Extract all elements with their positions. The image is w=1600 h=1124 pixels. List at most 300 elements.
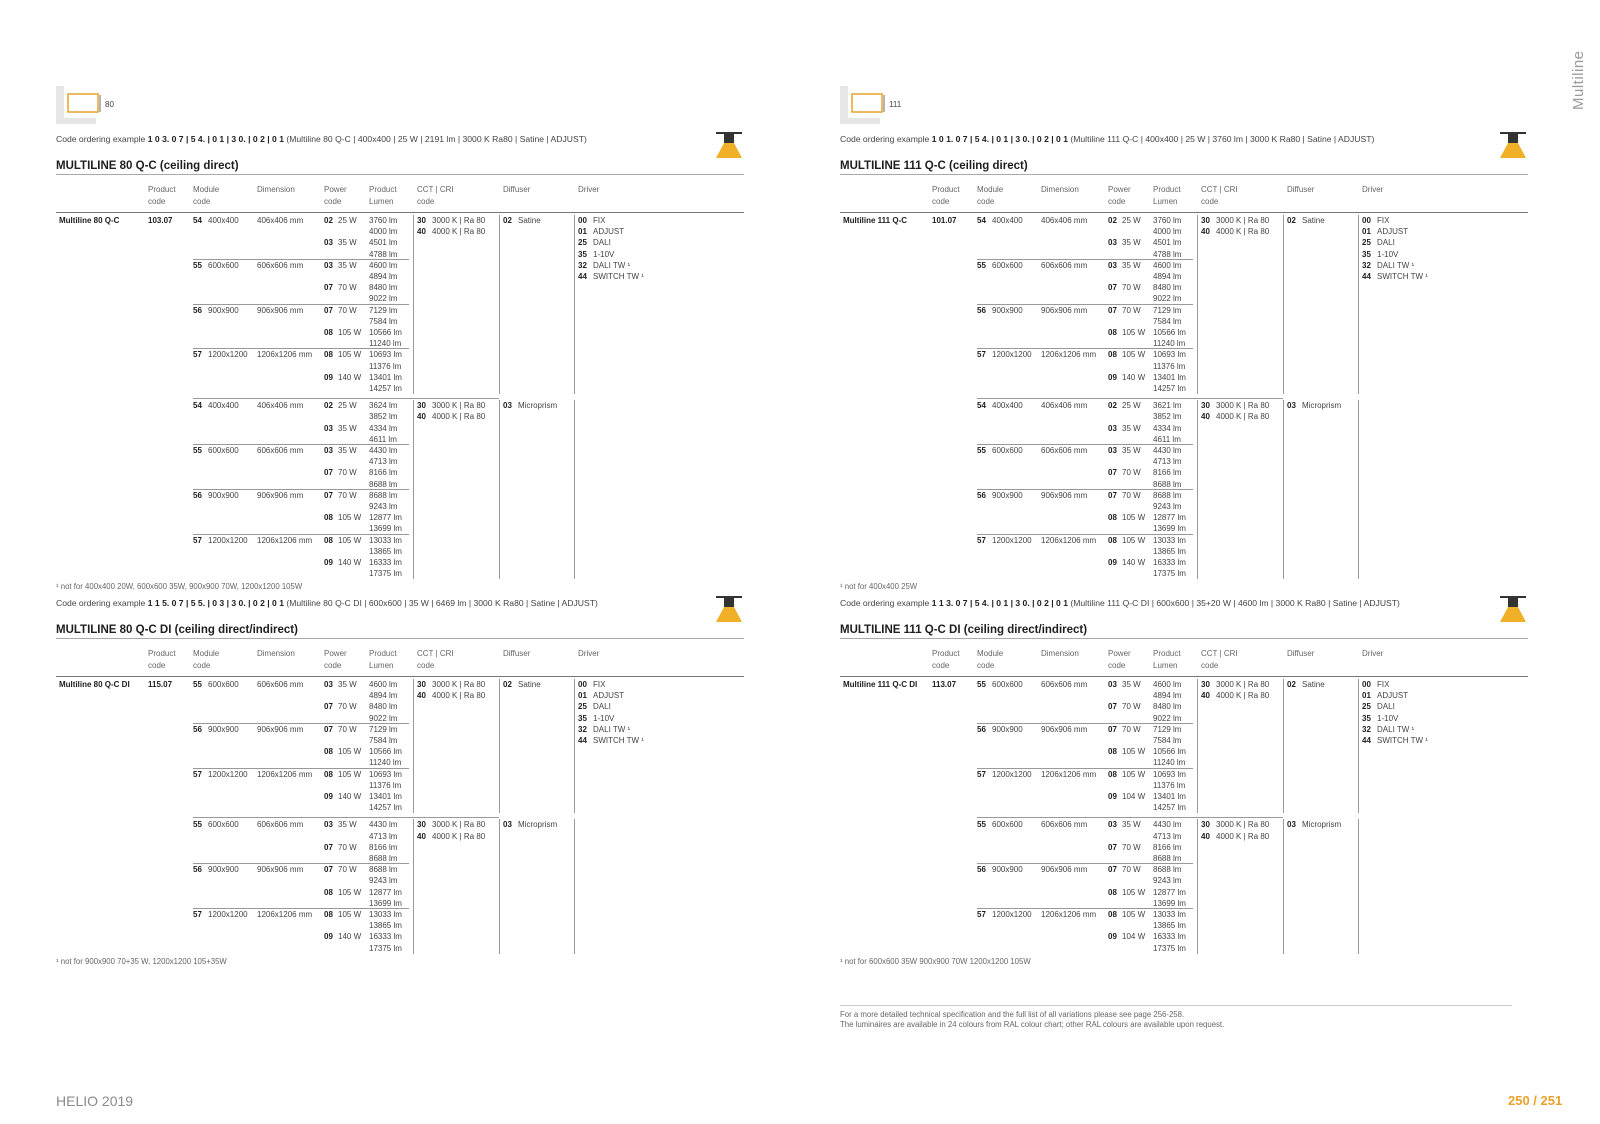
- power-code: 03: [324, 238, 333, 248]
- module-code: 54: [193, 216, 202, 225]
- cct-code: 40: [417, 831, 426, 841]
- power-code: 08: [1108, 535, 1117, 545]
- cct-code: 40: [417, 227, 426, 237]
- driver-column-line: [1358, 819, 1359, 953]
- module-dimension: 406x406 mm: [257, 401, 304, 411]
- power-code: 07: [324, 842, 333, 852]
- lumen-value: 14257 lm: [369, 803, 402, 813]
- power-watts: 140 W: [1122, 372, 1146, 382]
- driver-column-line: [574, 215, 575, 394]
- lumen-value: 4000 lm: [369, 227, 398, 237]
- diffuser-code: 02: [503, 680, 512, 689]
- module-code: 55: [977, 820, 986, 830]
- cct-column-line: [1197, 679, 1198, 813]
- driver-code: 25: [1362, 702, 1371, 712]
- cct-value: 3000 K | Ra 80: [1216, 401, 1270, 411]
- driver-code: 32: [578, 260, 587, 270]
- module-size: 900x900: [208, 865, 239, 875]
- module-dimension: 906x906 mm: [1041, 724, 1088, 734]
- lumen-value: 4713 lm: [1153, 831, 1182, 841]
- group-separator: [977, 398, 1283, 399]
- driver-name: DALI TW ¹: [1377, 260, 1415, 270]
- section-title: MULTILINE 111 Q-C (ceiling direct): [840, 160, 1528, 175]
- module-dimension: 606x606 mm: [257, 260, 304, 270]
- lumen-value: 13401 lm: [369, 372, 402, 382]
- module-size: 1200x1200: [992, 350, 1032, 360]
- module-dimension: 1206x1206 mm: [257, 769, 313, 779]
- power-watts: 104 W: [1122, 932, 1146, 942]
- diffuser-name: Satine: [518, 680, 541, 689]
- module-size: 900x900: [208, 490, 239, 500]
- power-code: 08: [324, 910, 333, 919]
- header-divider: [56, 676, 744, 677]
- lumen-value: 8480 lm: [369, 283, 398, 293]
- module-code: 54: [977, 216, 986, 225]
- lumen-value: 7129 lm: [1153, 724, 1182, 734]
- module-dimension: 606x606 mm: [257, 820, 304, 830]
- power-code: 08: [324, 747, 333, 757]
- driver-code: 00: [1362, 216, 1371, 225]
- module-dimension: 606x606 mm: [1041, 260, 1088, 270]
- cct-code: 30: [1201, 820, 1210, 830]
- driver-column-line: [574, 679, 575, 813]
- bottom-note-2: The luminaires are available in 24 colours from RAL colour chart; other RAL colours are available upon request.: [840, 1020, 1225, 1029]
- lumen-value: 4501 lm: [369, 238, 398, 248]
- lumen-value: 8480 lm: [369, 702, 398, 712]
- module-code: 56: [193, 490, 202, 500]
- lumen-value: 8688 lm: [1153, 865, 1182, 875]
- lumen-value: 4894 lm: [1153, 272, 1182, 281]
- power-code: 08: [1108, 747, 1117, 757]
- lumen-value: 16333 lm: [369, 558, 402, 567]
- diffuser-name: Satine: [1302, 680, 1325, 689]
- lumen-value: 10566 lm: [369, 747, 402, 757]
- lumen-value: 9243 lm: [369, 876, 398, 886]
- module-dimension: 406x406 mm: [257, 216, 304, 225]
- module-code: 57: [977, 350, 986, 360]
- power-watts: 35 W: [1122, 446, 1141, 455]
- driver-code: 00: [578, 680, 587, 689]
- module-code: 56: [193, 865, 202, 875]
- driver-code: 44: [1362, 272, 1371, 281]
- cct-value: 3000 K | Ra 80: [1216, 820, 1270, 830]
- lumen-value: 8166 lm: [1153, 468, 1182, 478]
- cct-value: 4000 K | Ra 80: [432, 691, 486, 701]
- cct-code: 40: [1201, 831, 1210, 841]
- ordering-prefix: Code ordering example: [56, 598, 146, 608]
- driver-code: 35: [578, 249, 587, 259]
- power-code: 07: [324, 702, 333, 712]
- power-watts: 70 W: [338, 305, 357, 315]
- ordering-description: (Multiline 80 Q-C | 400x400 | 25 W | 2191 lm | 3000 K Ra80 | Satine | ADJUST): [286, 134, 587, 144]
- module-code: 54: [977, 401, 986, 411]
- column-header: CCT | CRI code: [417, 185, 454, 206]
- ordering-code: 1 0 3. 0 7 | 5 4. | 0 1 | 3 0. | 0 2 | 0 1: [147, 134, 284, 144]
- power-code: 07: [1108, 490, 1117, 500]
- module-size: 900x900: [992, 865, 1023, 875]
- module-code: 57: [977, 910, 986, 919]
- driver-name: ADJUST: [593, 691, 625, 701]
- cct-column-line: [413, 819, 414, 953]
- module-dimension: 606x606 mm: [257, 446, 304, 455]
- module-dimension: 1206x1206 mm: [1041, 535, 1097, 545]
- column-header: Product code: [148, 185, 176, 206]
- module-code: 55: [193, 820, 202, 830]
- driver-code: 44: [578, 272, 587, 281]
- product-name: Multiline 80 Q-C DI: [59, 680, 130, 689]
- module-size: 1200x1200: [208, 350, 248, 360]
- lumen-value: 9022 lm: [369, 713, 398, 723]
- column-header: Diffuser: [1287, 649, 1315, 658]
- diffuser-name: Microprism: [518, 820, 558, 830]
- driver-name: FIX: [1377, 216, 1390, 225]
- module-dimension: 1206x1206 mm: [1041, 910, 1097, 919]
- header-divider: [840, 212, 1528, 213]
- driver-name: 1-10V: [593, 249, 615, 259]
- module-dimension: 1206x1206 mm: [257, 350, 313, 360]
- cct-value: 4000 K | Ra 80: [432, 227, 486, 237]
- driver-column-line: [1358, 400, 1359, 579]
- power-watts: 140 W: [1122, 558, 1146, 567]
- group-separator: [193, 817, 499, 818]
- power-code: 07: [324, 490, 333, 500]
- power-watts: 35 W: [338, 680, 357, 689]
- lumen-value: 7584 lm: [1153, 316, 1182, 326]
- driver-code: 01: [1362, 227, 1371, 237]
- driver-name: FIX: [593, 216, 606, 225]
- module-code: 57: [193, 350, 202, 360]
- driver-code: 00: [578, 216, 587, 225]
- lumen-value: 3760 lm: [369, 216, 398, 225]
- lumen-value: 4894 lm: [369, 691, 398, 701]
- module-code: 54: [193, 401, 202, 411]
- module-size: 600x600: [992, 820, 1023, 830]
- module-size: 600x600: [992, 260, 1023, 270]
- lumen-value: 3852 lm: [1153, 412, 1182, 422]
- module-code: 55: [977, 260, 986, 270]
- product-code: 113.07: [932, 680, 957, 689]
- power-code: 09: [1108, 372, 1117, 382]
- lumen-value: 17375 lm: [1153, 943, 1186, 953]
- module-size: 900x900: [208, 305, 239, 315]
- lumen-value: 9022 lm: [369, 294, 398, 304]
- power-code: 03: [1108, 680, 1117, 689]
- ceiling-lamp-icon: [1498, 594, 1528, 628]
- column-header: Driver: [1362, 185, 1384, 194]
- lumen-value: 8480 lm: [1153, 702, 1182, 712]
- lumen-value: 4788 lm: [369, 249, 398, 259]
- lumen-value: 14257 lm: [1153, 803, 1186, 813]
- lumen-value: 13865 lm: [369, 546, 402, 556]
- diffuser-name: Satine: [1302, 216, 1325, 225]
- diffuser-column-line: [499, 819, 500, 953]
- driver-code: 01: [578, 691, 587, 701]
- driver-code: 25: [578, 238, 587, 248]
- driver-name: FIX: [1377, 680, 1390, 689]
- power-watts: 70 W: [1122, 468, 1141, 478]
- power-code: 02: [324, 216, 333, 225]
- group-separator: [977, 817, 1283, 818]
- lumen-value: 11240 lm: [1153, 758, 1186, 768]
- footer-catalog-title: HELIO 2019: [56, 1093, 134, 1109]
- column-header: Product Lumen: [369, 185, 397, 206]
- power-code: 08: [324, 887, 333, 897]
- diffuser-code: 03: [1287, 401, 1296, 411]
- bottom-notes: [840, 1010, 1224, 1030]
- diffuser-name: Microprism: [518, 401, 558, 411]
- bottom-divider: [840, 1005, 1512, 1006]
- power-code: 09: [324, 558, 333, 567]
- lumen-value: 7584 lm: [369, 316, 398, 326]
- module-size: 600x600: [208, 446, 239, 455]
- diffuser-code: 03: [1287, 820, 1296, 830]
- driver-name: ADJUST: [593, 227, 625, 237]
- lumen-value: 4788 lm: [1153, 249, 1182, 259]
- section-title: MULTILINE 80 Q-C DI (ceiling direct/indirect): [56, 624, 744, 639]
- cct-column-line: [1197, 215, 1198, 394]
- module-code: 56: [977, 865, 986, 875]
- cct-column-line: [413, 215, 414, 394]
- lumen-value: 3760 lm: [1153, 216, 1182, 225]
- power-watts: 35 W: [338, 260, 357, 270]
- diffuser-column-line: [499, 400, 500, 579]
- lumen-value: 4600 lm: [369, 680, 398, 689]
- lumen-value: 10566 lm: [1153, 328, 1186, 337]
- power-code: 09: [1108, 792, 1117, 801]
- lumen-value: 8688 lm: [1153, 854, 1182, 863]
- module-code: 56: [977, 305, 986, 315]
- driver-column-line: [1358, 215, 1359, 394]
- driver-code: 25: [1362, 238, 1371, 248]
- header-divider: [840, 676, 1528, 677]
- power-code: 07: [1108, 842, 1117, 852]
- footnote: ¹ not for 400x400 25W: [840, 582, 918, 592]
- power-code: 08: [1108, 513, 1117, 523]
- power-watts: 70 W: [1122, 305, 1141, 315]
- power-code: 07: [324, 283, 333, 293]
- column-header: Product code: [932, 649, 960, 670]
- column-header: Module code: [977, 185, 1004, 206]
- cct-code: 30: [417, 680, 426, 689]
- power-code: 09: [1108, 932, 1117, 942]
- column-header: Module code: [193, 185, 220, 206]
- profile-section-icon: [840, 86, 884, 126]
- power-watts: 70 W: [1122, 724, 1141, 734]
- group-separator: [193, 398, 499, 399]
- power-code: 08: [1108, 350, 1117, 360]
- module-size: 400x400: [208, 401, 239, 411]
- lumen-value: 8166 lm: [1153, 842, 1182, 852]
- lumen-value: 12877 lm: [1153, 513, 1186, 523]
- lumen-value: 17375 lm: [369, 569, 402, 579]
- module-dimension: 1206x1206 mm: [1041, 350, 1097, 360]
- lumen-value: 11240 lm: [1153, 339, 1186, 349]
- power-watts: 105 W: [1122, 769, 1146, 779]
- ordering-description: (Multiline 111 Q-C DI | 600x600 | 35+20 W | 4600 lm | 3000 K Ra80 | Satine | ADJUST): [1070, 598, 1400, 608]
- power-code: 07: [1108, 305, 1117, 315]
- column-header: Driver: [1362, 649, 1384, 658]
- lumen-value: 4600 lm: [1153, 680, 1182, 689]
- module-code: 56: [193, 724, 202, 734]
- power-watts: 105 W: [338, 910, 362, 919]
- driver-name: SWITCH TW ¹: [1377, 272, 1428, 281]
- lumen-value: 4894 lm: [1153, 691, 1182, 701]
- power-watts: 105 W: [1122, 513, 1146, 523]
- power-watts: 105 W: [338, 535, 362, 545]
- column-header: Product Lumen: [1153, 185, 1181, 206]
- driver-column-line: [1358, 679, 1359, 813]
- cct-code: 40: [417, 412, 426, 422]
- column-header: Dimension: [257, 185, 295, 194]
- lumen-value: 13401 lm: [1153, 372, 1186, 382]
- cct-value: 4000 K | Ra 80: [1216, 412, 1270, 422]
- ceiling-lamp-icon: [1498, 130, 1528, 164]
- lumen-value: 12877 lm: [369, 513, 402, 523]
- lumen-value: 13033 lm: [1153, 910, 1186, 919]
- bottom-note-1: For a more detailed technical specification and the full list of all variations please see page 256-258.: [840, 1010, 1185, 1019]
- module-size: 900x900: [992, 724, 1023, 734]
- driver-code: 00: [1362, 680, 1371, 689]
- module-size: 1200x1200: [208, 910, 248, 919]
- power-watts: 70 W: [1122, 490, 1141, 500]
- driver-code: 01: [578, 227, 587, 237]
- lumen-value: 4600 lm: [1153, 260, 1182, 270]
- profile-section-icon: [56, 86, 100, 126]
- lumen-value: 12877 lm: [1153, 887, 1186, 897]
- lumen-value: 8688 lm: [1153, 490, 1182, 500]
- power-code: 08: [1108, 328, 1117, 337]
- column-header: Module code: [193, 649, 220, 670]
- power-watts: 35 W: [1122, 423, 1141, 433]
- footnote: ¹ not for 400x400 20W, 600x600 35W, 900x900 70W, 1200x1200 105W: [56, 582, 303, 592]
- lumen-value: 13033 lm: [369, 910, 402, 919]
- lumen-value: 11376 lm: [1153, 361, 1186, 371]
- lumen-value: 7584 lm: [369, 736, 398, 745]
- cct-column-line: [413, 679, 414, 813]
- driver-code: 35: [578, 713, 587, 723]
- power-watts: 105 W: [338, 350, 362, 360]
- lumen-value: 12877 lm: [369, 887, 402, 897]
- power-code: 07: [1108, 865, 1117, 875]
- power-watts: 25 W: [338, 216, 357, 225]
- footnote: ¹ not for 600x600 35W 900x900 70W 1200x1200 105W: [840, 956, 1031, 966]
- column-header: Diffuser: [503, 649, 531, 658]
- power-code: 09: [324, 932, 333, 942]
- driver-name: DALI TW ¹: [593, 260, 631, 270]
- power-watts: 140 W: [338, 932, 362, 942]
- module-size: 1200x1200: [992, 769, 1032, 779]
- cct-value: 3000 K | Ra 80: [432, 820, 486, 830]
- lumen-value: 7129 lm: [1153, 305, 1182, 315]
- power-code: 08: [1108, 910, 1117, 919]
- module-size: 400x400: [992, 216, 1023, 225]
- module-size: 600x600: [992, 446, 1023, 455]
- column-header: CCT | CRI code: [1201, 185, 1238, 206]
- power-watts: 105 W: [1122, 910, 1146, 919]
- lumen-value: 13699 lm: [1153, 524, 1186, 534]
- power-code: 09: [1108, 558, 1117, 567]
- module-code: 56: [193, 305, 202, 315]
- module-code: 57: [193, 910, 202, 919]
- diffuser-column-line: [499, 215, 500, 394]
- cct-value: 3000 K | Ra 80: [1216, 680, 1270, 689]
- power-code: 03: [1108, 238, 1117, 248]
- side-title: Multiline: [1570, 50, 1587, 110]
- lumen-value: 13033 lm: [1153, 535, 1186, 545]
- cct-code: 30: [417, 216, 426, 225]
- module-dimension: 606x606 mm: [1041, 680, 1088, 689]
- power-watts: 35 W: [338, 820, 357, 830]
- power-code: 03: [324, 260, 333, 270]
- lumen-value: 4713 lm: [369, 457, 398, 467]
- lumen-value: 7584 lm: [1153, 736, 1182, 745]
- power-watts: 70 W: [338, 468, 357, 478]
- module-dimension: 1206x1206 mm: [1041, 769, 1097, 779]
- driver-name: SWITCH TW ¹: [593, 736, 644, 745]
- power-watts: 35 W: [1122, 820, 1141, 830]
- module-code: 56: [977, 490, 986, 500]
- lumen-value: 8688 lm: [369, 490, 398, 500]
- lumen-value: 8688 lm: [369, 865, 398, 875]
- module-dimension: 1206x1206 mm: [257, 910, 313, 919]
- driver-code: 35: [1362, 249, 1371, 259]
- power-watts: 140 W: [338, 558, 362, 567]
- power-watts: 70 W: [338, 702, 357, 712]
- power-watts: 104 W: [1122, 792, 1146, 801]
- ordering-code: 1 1 5. 0 7 | 5 5. | 0 3 | 3 0. | 0 2 | 0 1: [147, 598, 284, 608]
- driver-code: 01: [1362, 691, 1371, 701]
- lumen-value: 13865 lm: [369, 921, 402, 931]
- module-dimension: 906x906 mm: [257, 724, 304, 734]
- driver-name: ADJUST: [1377, 227, 1409, 237]
- cct-code: 30: [1201, 401, 1210, 411]
- lumen-value: 11376 lm: [1153, 780, 1186, 790]
- footer-page-numbers: 250 / 251: [1508, 1093, 1563, 1108]
- code-ordering-example: [840, 134, 1374, 144]
- power-code: 03: [324, 423, 333, 433]
- power-watts: 105 W: [338, 769, 362, 779]
- module-code: 57: [193, 769, 202, 779]
- cct-column-line: [413, 400, 414, 579]
- product-name: Multiline 111 Q-C DI: [843, 680, 918, 689]
- lumen-value: 8166 lm: [369, 468, 398, 478]
- module-size: 600x600: [208, 260, 239, 270]
- lumen-value: 14257 lm: [1153, 384, 1186, 393]
- module-size: 600x600: [208, 820, 239, 830]
- cct-value: 3000 K | Ra 80: [432, 216, 486, 225]
- lumen-value: 9243 lm: [1153, 502, 1182, 511]
- cct-value: 4000 K | Ra 80: [1216, 691, 1270, 701]
- module-dimension: 906x906 mm: [1041, 865, 1088, 875]
- lumen-value: 10566 lm: [1153, 747, 1186, 757]
- lumen-value: 16333 lm: [369, 932, 402, 942]
- ordering-prefix: Code ordering example: [56, 134, 146, 144]
- header-divider: [56, 212, 744, 213]
- driver-name: DALI: [593, 238, 611, 248]
- diffuser-code: 02: [503, 216, 512, 225]
- module-code: 56: [977, 724, 986, 734]
- power-watts: 70 W: [338, 490, 357, 500]
- product-code: 103.07: [148, 216, 173, 225]
- cct-code: 40: [1201, 227, 1210, 237]
- cct-value: 3000 K | Ra 80: [1216, 216, 1270, 225]
- lumen-value: 13401 lm: [1153, 792, 1186, 801]
- module-size: 600x600: [992, 680, 1023, 689]
- lumen-value: 10693 lm: [369, 350, 402, 360]
- power-code: 09: [324, 372, 333, 382]
- power-code: 08: [324, 513, 333, 523]
- power-watts: 140 W: [338, 792, 362, 801]
